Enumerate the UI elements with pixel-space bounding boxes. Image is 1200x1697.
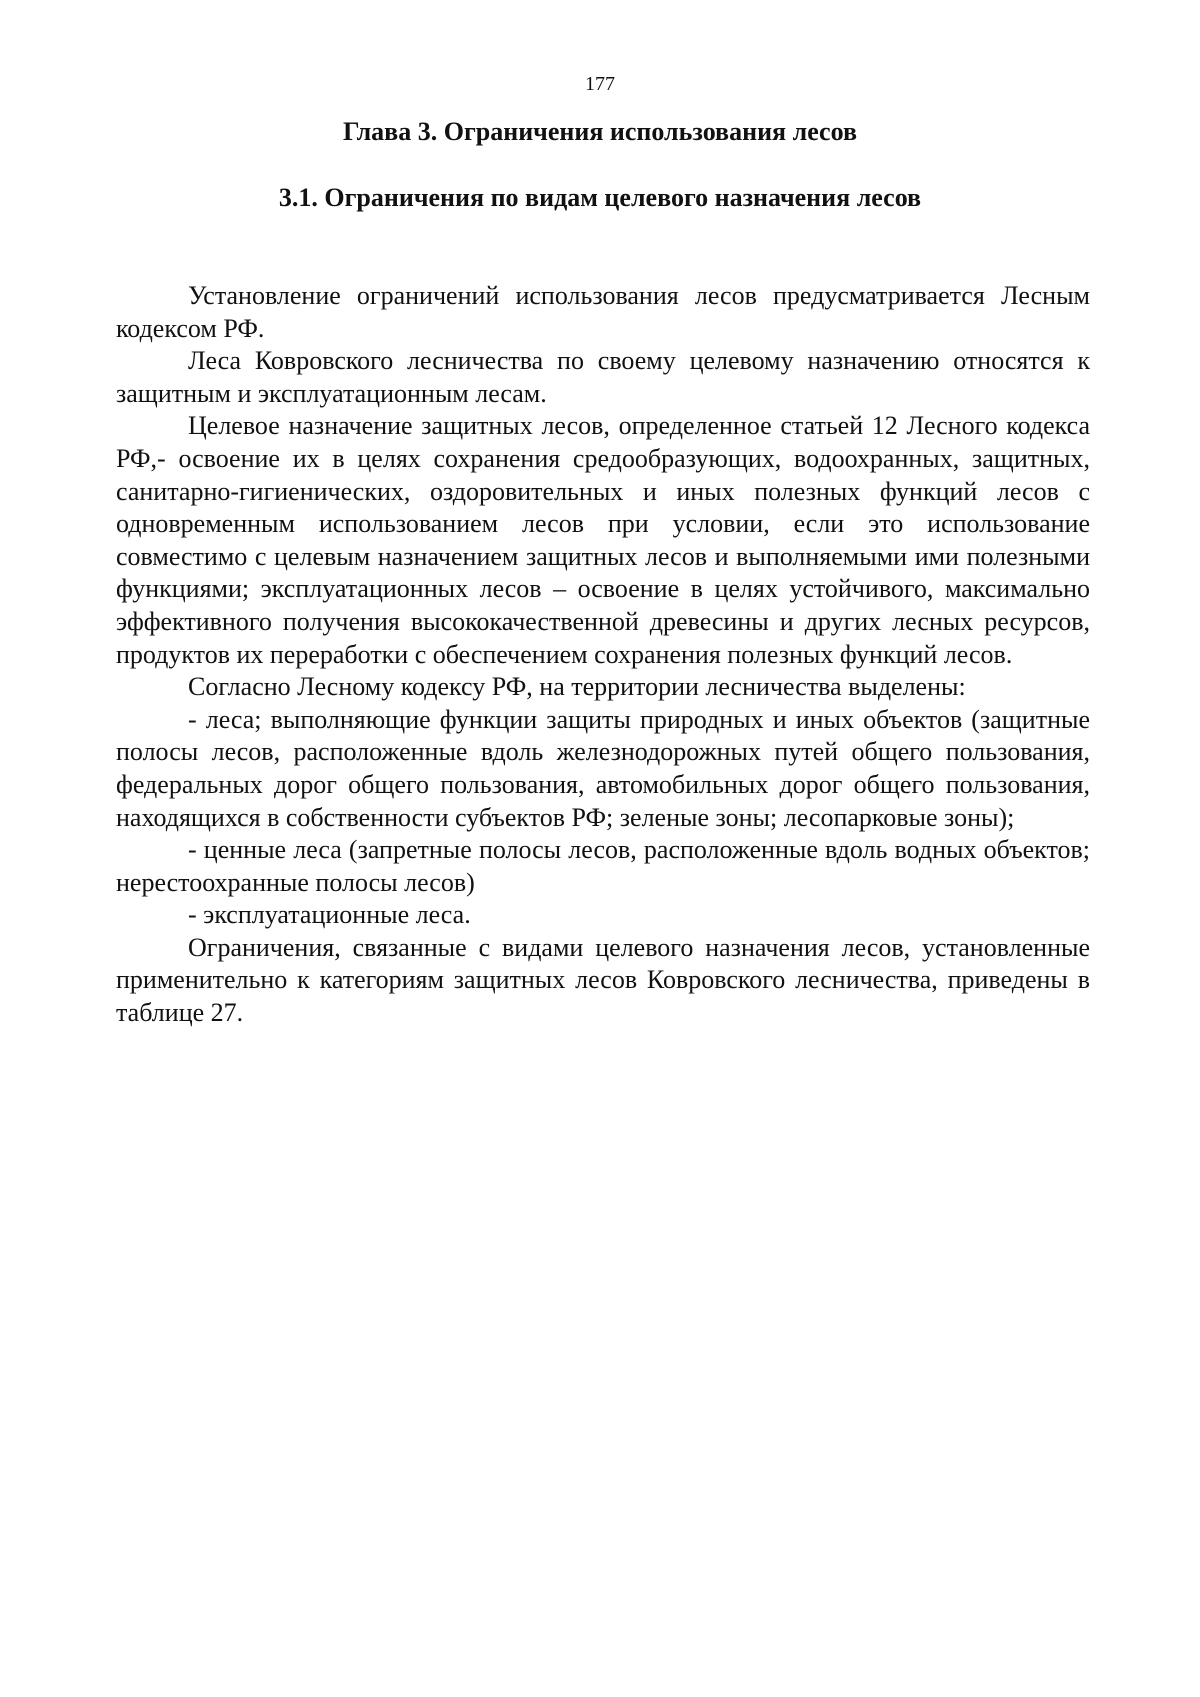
paragraph-restrictions-reference: Ограничения, связанные с видами целевого назначения лесов, установленные применительно к категориям защитных лесов Ковровского лесничества, приведены в таблице 27.	[116, 932, 1090, 1028]
body-text	[116, 280, 1090, 1030]
paragraph-purpose-definition: Целевое назначение защитных лесов, определенное статьей 12 Лесного кодекса РФ,- освоение их в целях сохранения средообразующих, водоохранных, защитных, санитарно-гигиенических, оздоровительных и иных полезных функций лесов с одновременным использованием лесов при условии, если это использование совместимо с целевым назначением защитных лесов и выполняемыми ими полезными функциями; эксплуатационных лесов – освоение в целях устойчивого, максимально эффективного получения высококачественной древесины и других лесных ресурсов, продуктов их переработки с обеспечением сохранения полезных функций лесов.	[116, 411, 1090, 669]
chapter-title: Глава 3. Ограничения использования лесов	[342, 117, 857, 146]
paragraph-forest-categories: Леса Ковровского лесничества по своему целевому назначению относятся к защитным и эксплуатационным лесам.	[116, 346, 1090, 408]
paragraph-legal-basis: Установление ограничений использования лесов предусматривается Лесным кодексом РФ.	[116, 281, 1090, 343]
page-number: 177	[585, 73, 615, 95]
list-item-exploitation-forests: - эксплуатационные леса.	[188, 900, 471, 930]
list-item-valuable-forests: - ценные леса (запретные полосы лесов, расположенные вдоль водных объектов; нерестоохранные полосы лесов)	[116, 835, 1090, 897]
list-item-protective-forests: - леса; выполняющие функции защиты природных и иных объектов (защитные полосы лесов, расположенные вдоль железнодорожных путей общего пользования, федеральных дорог общего пользования, автомобильных дорог общего пользования, находящихся в собственности субъектов РФ; зеленые зоны; лесопарковые зоны);	[116, 704, 1090, 832]
section-title: 3.1. Ограничения по видам целевого назначения лесов	[278, 183, 922, 212]
paragraph-allocated-intro: Согласно Лесному кодексу РФ, на территории лесничества выделены:	[188, 672, 966, 702]
